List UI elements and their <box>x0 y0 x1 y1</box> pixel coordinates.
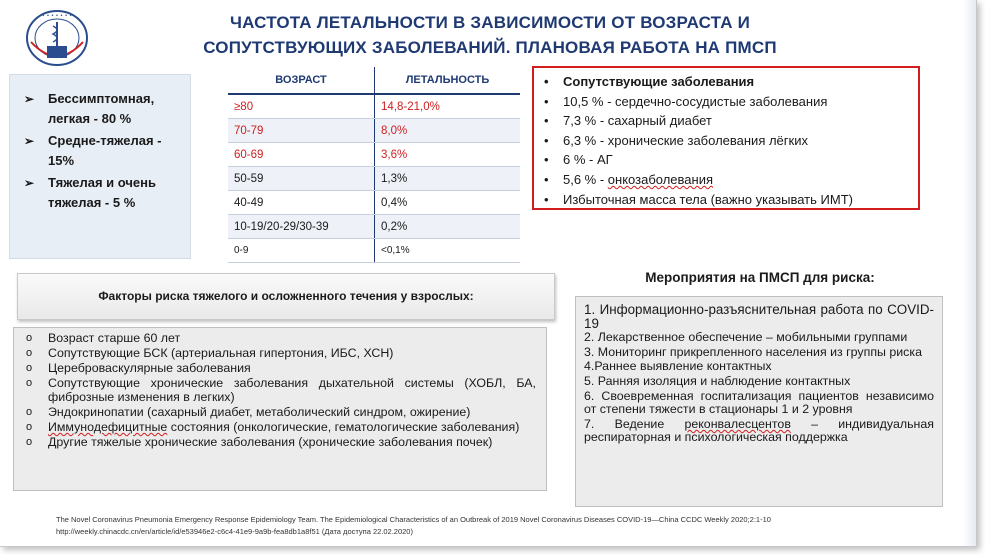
onco-word: онкозаболевания <box>607 171 713 187</box>
reference-footnote <box>56 514 936 537</box>
action-item: 6. Своевременная госпитализация пациентов независимо от степени тяжести в стационары 1 и 2 уровня <box>584 388 934 417</box>
arrow-bullet-icon: ➢ <box>24 176 35 190</box>
decorative-stripe <box>962 0 976 546</box>
action-item: 3. Мониторинг прикрепленного населения из группы риска <box>584 344 922 359</box>
table-header-row <box>228 67 520 94</box>
action-7-rest: – индивидуальная респираторная и психологическая поддержка <box>584 416 934 445</box>
severity-panel <box>9 74 191 259</box>
action-item: 4.Раннее выявление контактных <box>584 359 772 374</box>
comorbidity-item: • 10,5 % - сердечно-сосудистые заболевания <box>544 92 910 112</box>
table-row <box>228 94 520 119</box>
age-cell: 0-9 <box>228 239 375 263</box>
onco-prefix: 5,6 % - <box>563 171 608 187</box>
action-item <box>584 418 934 445</box>
title-line-2: СОПУТСТВУЮЩИХ ЗАБОЛЕВАНИЙ. ПЛАНОВАЯ РАБОТА НА ПМСП <box>203 38 777 57</box>
risk-factor-item: o Сопутствующие хронические заболевания дыхательной системы (ХОБЛ, БА, фиброзные изменения в легких) <box>26 376 536 404</box>
action-item: 5. Ранняя изоляция и наблюдение контактных <box>584 373 851 388</box>
action-item: 1. Информационно-разъяснительная работа по COVID-19 <box>584 302 934 331</box>
table-row <box>228 239 520 263</box>
age-cell: ≥80 <box>228 94 375 119</box>
age-column-header: ВОЗРАСТ <box>228 67 375 94</box>
comorbidities-box <box>532 66 920 210</box>
age-mortality-table <box>228 67 520 263</box>
arrow-bullet-icon: ➢ <box>24 92 35 106</box>
age-cell: 40-49 <box>228 191 375 215</box>
severity-text: Бессимптомная, легкая - 80 % <box>48 91 155 126</box>
action-item: 2. Лекарственное обеспечение – мобильными группами <box>584 330 908 345</box>
comorbidity-item: • 6 % - АГ <box>544 150 910 170</box>
severity-item <box>24 131 190 171</box>
comorbidity-item: • 6,3 % - хронические заболевания лёгких <box>544 131 910 151</box>
risk-factor-item: o Другие тяжелые хронические заболевания (хронические заболевания почек) <box>26 435 536 449</box>
mortality-cell: 0,2% <box>375 215 521 239</box>
comorbidity-item: • Избыточная масса тела (важно указывать ИМТ) <box>544 190 910 210</box>
table-row <box>228 119 520 143</box>
action-7-word: реконвалесцентов <box>684 416 791 431</box>
mortality-cell: 8,0% <box>375 119 521 143</box>
svg-text:• • • • • • •: • • • • • • • <box>41 13 73 19</box>
mortality-cell: 3,6% <box>375 143 521 167</box>
comorbidity-item: • 7,3 % - сахарный диабет <box>544 111 910 131</box>
action-7-prefix: 7. Ведение <box>584 416 685 431</box>
arrow-bullet-icon: ➢ <box>24 134 35 148</box>
age-cell: 70-79 <box>228 119 375 143</box>
table-row <box>228 167 520 191</box>
risk-factors-list <box>13 327 547 491</box>
comorbidity-item <box>544 170 910 190</box>
severity-item <box>24 173 190 213</box>
age-cell: 60-69 <box>228 143 375 167</box>
risk-factor-item: o Эндокринопатии (сахарный диабет, метаболический синдром, ожирение) <box>26 405 536 419</box>
immuno-rest: состояния (онкологические, гематологические заболевания) <box>167 420 520 434</box>
mortality-cell: 1,3% <box>375 167 521 191</box>
actions-heading: Мероприятия на ПМСП для риска: <box>645 270 875 285</box>
mortality-cell: <0,1% <box>375 239 521 263</box>
severity-text: Тяжелая и очень тяжелая - 5 % <box>48 175 157 210</box>
table-row <box>228 215 520 239</box>
risk-factor-item: o Цереброваскулярные заболевания <box>26 361 536 375</box>
mortality-column-header: ЛЕТАЛЬНОСТЬ <box>375 67 521 94</box>
reference-line-1: The Novel Coronavirus Pneumonia Emergency Response Epidemiology Team. The Epidemiological Characteristics of an Outbreak of 2019 Novel Coronavirus Diseases COVID-19—China CCDC Weekly 2020;2:1-10 <box>56 515 771 524</box>
table-row <box>228 191 520 215</box>
title-line-1: ЧАСТОТА ЛЕТАЛЬНОСТИ В ЗАВИСИМОСТИ ОТ ВОЗРАСТА И <box>229 13 751 32</box>
severity-text: Средне-тяжелая - 15% <box>48 133 162 168</box>
age-cell: 10-19/20-29/30-39 <box>228 215 375 239</box>
immuno-word: Иммунодефицитные <box>48 420 168 434</box>
actions-list <box>575 296 943 507</box>
risk-factor-item: o Возраст старше 60 лет <box>26 331 536 345</box>
risk-factors-heading: Факторы риска тяжелого и осложненного течения у взрослых: <box>17 273 555 320</box>
risk-factor-item: o Сопутствующие БСК (артериальная гипертония, ИБС, ХСН) <box>26 346 536 360</box>
table-row <box>228 143 520 167</box>
mortality-cell: 14,8-21,0% <box>375 94 521 119</box>
medical-emblem-icon <box>22 8 92 72</box>
risk-factor-item <box>26 420 536 434</box>
comorbidities-heading: • Сопутствующие заболевания <box>544 72 910 92</box>
mortality-cell: 0,4% <box>375 191 521 215</box>
age-cell: 50-59 <box>228 167 375 191</box>
severity-item <box>24 89 190 129</box>
reference-link[interactable]: http://weekly.chinacdc.cn/en/article/id/e53946e2-c6c4-41e9-9a9b-fea8db1a8f51 (Дата доступа 22.02.2020) <box>56 526 413 536</box>
page-title <box>150 10 830 60</box>
